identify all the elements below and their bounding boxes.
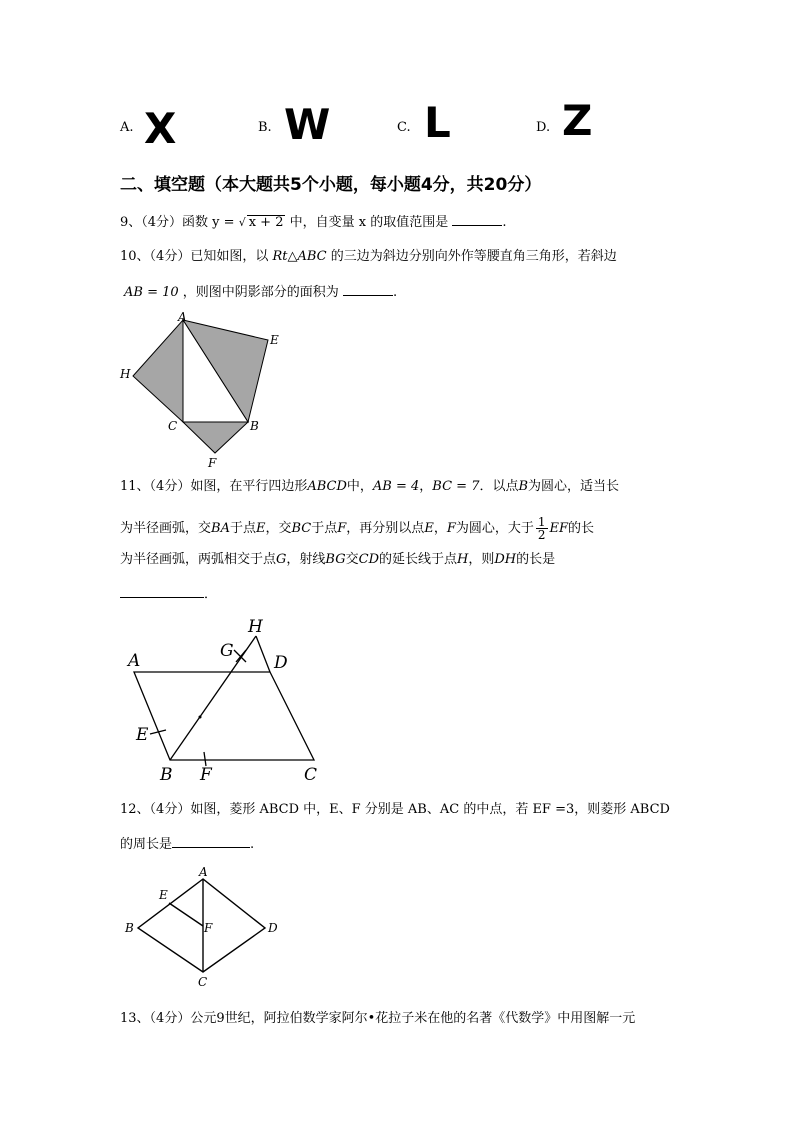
q11-line-DH (256, 636, 270, 672)
q12-label-A: A (199, 865, 208, 879)
q12-answer-blank[interactable] (172, 836, 250, 848)
question-13-line-1: 13、（4分）公元9世纪，阿拉伯数学家阿尔•花拉子米在他的名著《代数学》中用图解一元 (120, 1011, 636, 1026)
question-11-line-2: 为半径画弧，交BA于点E，交BC于点F，再分别以点E，F为圆心，大于 $\frac{1}{2}$ EF的长 (120, 515, 595, 542)
q11-label-F: F (200, 765, 212, 785)
q11-arc-mark-F (204, 752, 206, 766)
q10-answer-blank[interactable] (343, 284, 393, 296)
q10-label-F: F (208, 456, 217, 470)
q11-midpoint-dot (199, 716, 202, 719)
q10-label-E: E (270, 333, 279, 347)
q11-label-B: B (160, 765, 173, 785)
q12-label-B: B (125, 921, 134, 935)
option-b-letter: W (284, 100, 331, 149)
q9-prefix: 9、（4分）函数 y = (120, 215, 235, 230)
q11-label-E: E (136, 725, 149, 745)
q10-triangle-ACH (133, 320, 183, 422)
q11-fraction: $\frac{1}{2}$ (537, 515, 546, 542)
q11-label-H: H (248, 617, 263, 637)
q10-equation: AB = 10 (124, 285, 179, 300)
q9-radicand: x + 2 (248, 215, 284, 230)
q11-label-C: C (304, 765, 318, 785)
q10-text-b: 的三边为斜边分别向外作等腰直角三角形，若斜边 (330, 249, 617, 264)
q12-figure (120, 862, 290, 992)
option-d-label: D. (536, 120, 551, 135)
option-c-label: C. (397, 120, 411, 135)
q10-label-H: H (120, 367, 131, 381)
q11-label-D: D (274, 653, 288, 673)
q11-ray-BH (170, 636, 256, 760)
q10-label-B: B (250, 419, 259, 433)
q12-label-D: D (268, 921, 278, 935)
q10-triangle-CFB (183, 422, 248, 453)
option-d-letter: Z (562, 96, 593, 145)
question-11-line-4: ． (120, 586, 217, 601)
q12-label-E: E (159, 888, 168, 902)
q12-label-C: C (198, 975, 208, 989)
q10-triangle: Rt△ABC (272, 249, 327, 264)
option-a-letter: X (144, 104, 177, 153)
q12-segment-EF (169, 903, 203, 926)
q9-suffix: 中，自变量 x 的取值范围是 (289, 215, 449, 230)
option-b-label: B. (258, 120, 272, 135)
question-10-line-2: AB = 10 ，则图中阴影部分的面积为 . (124, 285, 398, 300)
section-heading: 二、填空题（本大题共5个小题，每小题4分，共20分） (120, 175, 542, 195)
q11-parallelogram (134, 672, 314, 760)
question-12-line-2: 的周长是 . (120, 837, 255, 852)
question-10-line-1 (120, 250, 617, 263)
q10-text-c: ，则图中阴影部分的面积为 (182, 285, 339, 300)
question-11-line-3: 为半径画弧，两弧相交于点G，射线BG交CD的延长线于点H，则DH的长是 (120, 552, 556, 567)
question-11-line-1: 11、（4分）如图，在平行四边形ABCD中，AB = 4，BC = 7．以点B为圆心，适当长 (120, 479, 620, 494)
q11-figure (118, 612, 328, 787)
q12-text: 的周长是 (120, 837, 173, 852)
q10-text-a: 10、（4分）已知如图，以 (120, 249, 269, 264)
q11-answer-blank[interactable] (120, 586, 204, 598)
option-a-label: A. (120, 120, 134, 135)
q12-label-F: F (204, 921, 213, 935)
q11-label-A: A (128, 651, 141, 671)
q10-figure (112, 310, 292, 470)
q10-label-C: C (168, 419, 178, 433)
q10-label-A: A (178, 310, 187, 324)
q11-label-G: G (220, 641, 234, 661)
question-9: 9、（4分）函数 y = √ x + 2 中，自变量 x 的取值范围是 . (120, 215, 507, 230)
option-c-letter: L (424, 98, 451, 147)
q9-answer-blank[interactable] (452, 214, 502, 226)
question-12-line-1: 12、（4分）如图，菱形 ABCD 中，E、F 分别是 AB、AC 的中点，若 EF =3，则菱形 ABCD (120, 802, 670, 817)
